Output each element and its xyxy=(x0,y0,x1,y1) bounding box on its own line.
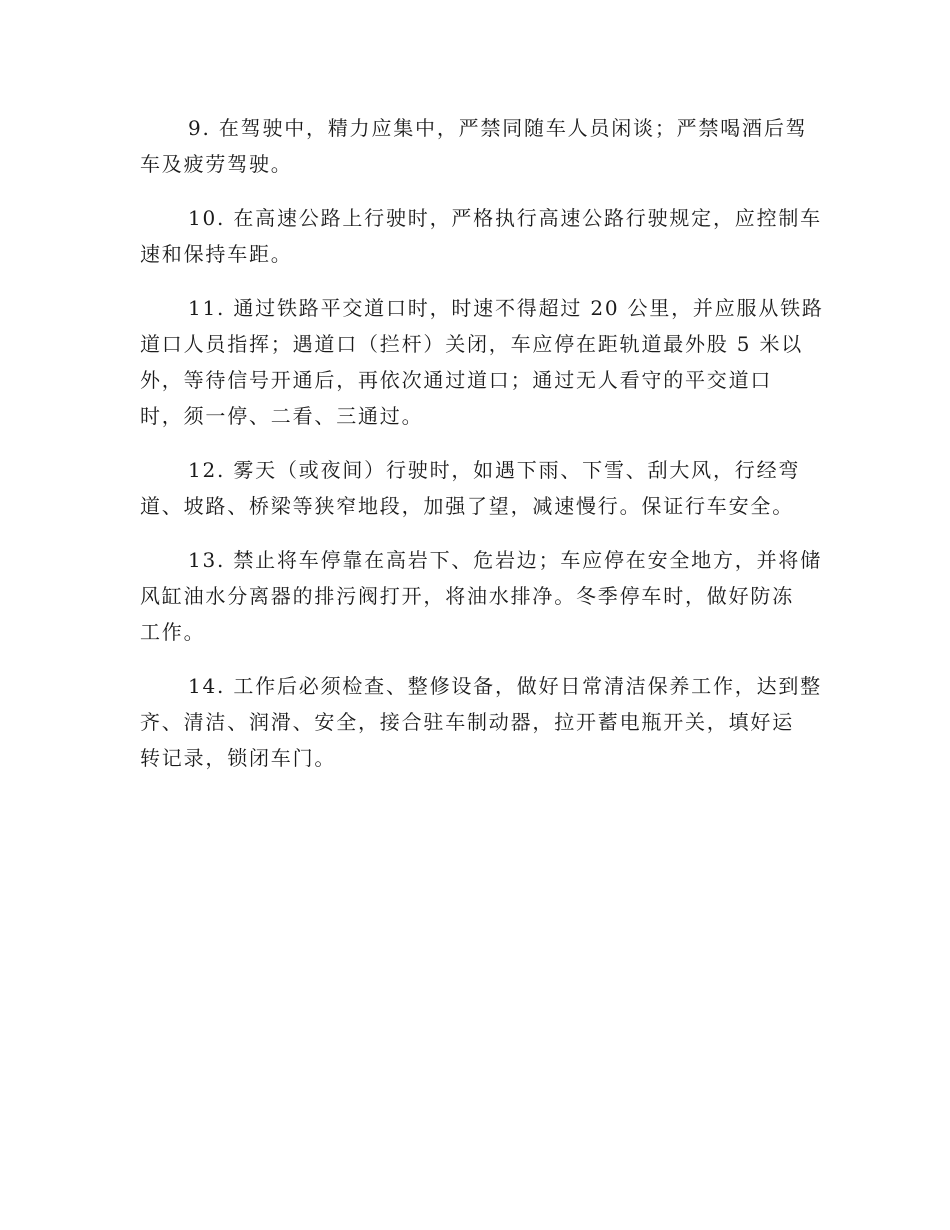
paragraph-line: 13. 禁止将车停靠在高岩下、危岩边；车应停在安全地方，并将储 xyxy=(188,548,822,572)
paragraph-13 xyxy=(140,542,822,650)
paragraph-line: 9. 在驾驶中，精力应集中，严禁同随车人员闲谈；严禁喝酒后驾 xyxy=(188,116,808,140)
document-body xyxy=(140,110,824,794)
paragraph-9 xyxy=(140,110,808,182)
paragraph-line: 道、坡路、桥梁等狭窄地段，加强了望，减速慢行。保证行车安全。 xyxy=(140,494,794,518)
paragraph-line: 11. 通过铁路平交道口时，时速不得超过 20 公里，并应服从铁路 xyxy=(188,296,824,320)
paragraph-10 xyxy=(140,200,822,272)
paragraph-line: 14. 工作后必须检查、整修设备，做好日常清洁保养工作，达到整 xyxy=(188,674,822,698)
paragraph-11 xyxy=(140,290,824,434)
paragraph-line: 10. 在高速公路上行驶时，严格执行高速公路行驶规定，应控制车 xyxy=(188,206,822,230)
paragraph-line: 风缸油水分离器的排污阀打开，将油水排净。冬季停车时，做好防冻 xyxy=(140,584,794,608)
paragraph-line: 车及疲劳驾驶。 xyxy=(140,152,293,176)
paragraph-line: 工作。 xyxy=(140,620,206,644)
paragraph-line: 速和保持车距。 xyxy=(140,242,293,266)
paragraph-line: 齐、清洁、润滑、安全，接合驻车制动器，拉开蓄电瓶开关，填好运 xyxy=(140,710,794,734)
paragraph-line: 转记录，锁闭车门。 xyxy=(140,746,337,770)
paragraph-14 xyxy=(140,668,822,776)
paragraph-line: 12. 雾天（或夜间）行驶时，如遇下雨、下雪、刮大风，行经弯 xyxy=(188,458,801,482)
paragraph-line: 时，须一停、二看、三通过。 xyxy=(140,404,424,428)
paragraph-line: 外，等待信号开通后，再依次通过道口；通过无人看守的平交道口 xyxy=(140,368,773,392)
paragraph-12 xyxy=(140,452,808,524)
paragraph-line: 道口人员指挥；遇道口（拦杆）关闭，车应停在距轨道最外股 5 米以 xyxy=(140,332,804,356)
